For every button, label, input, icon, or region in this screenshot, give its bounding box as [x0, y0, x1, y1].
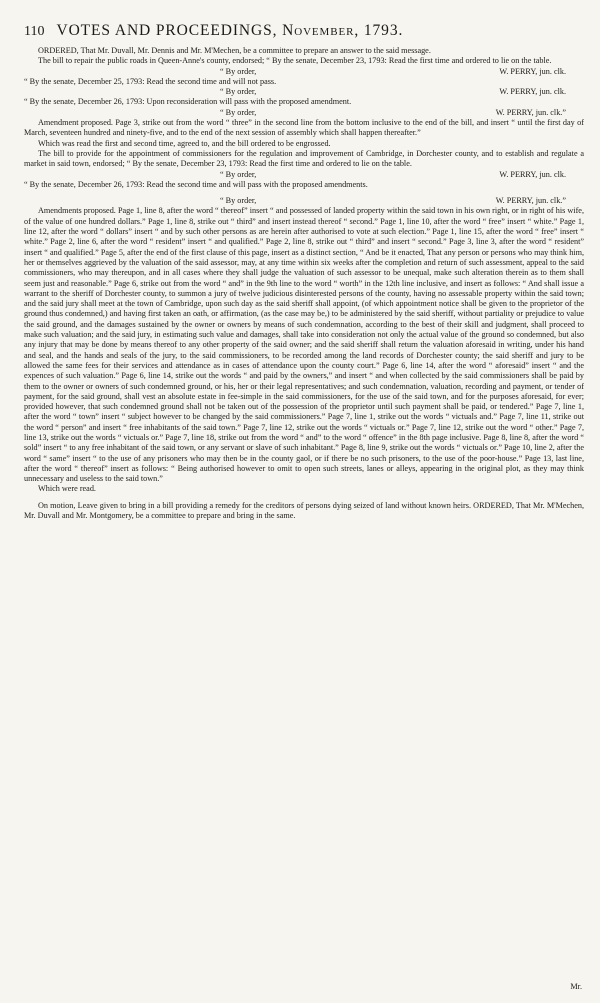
page-header — [24, 22, 584, 40]
paragraph-amendments-proposed: Amendments proposed. Page 1, line 8, after the word “ thereof” insert “ and possessed of landed property within the said town in his own right, or in right of his wife, of the value of one hundred dollars.” Page 1, line 8, strike out “ third” and insert instead thereof “ second.” Page 1, line 10, after the word “ free” insert “ white.” Page 1, line 12, after the word “ dollars” insert “ and by such other persons as are herein after authorised to vote at such election.” Page 1, line 15, after the word “ free” insert “ white.” Page 2, line 6, after the word “ resident” insert “ and qualified.” Page 2, line 8, strike out “ third” and insert “ second.” Page 3, line 3, after the word “ resident” insert “ and qualified.” Page 5, after the end of the first clause of this page, insert as a distinct section, “ And be it enacted, That any person or persons who may think him, her or themselves aggrieved by the valuation of the said assessor, may, at any time within six weeks after the completion and return of such assessment, appeal to the said commissioners, who may thereupon, and in all cases where they shall judge the valuation of such assessor to be unequal, make such alteration therein as to them shall seem just and reasonable.” Page 6, strike out from the word “ and” in the 9th line to the word “ worth” in the 12th line inclusive, and insert as follows: “ And shall issue a warrant to the sheriff of Dorchester county, to summon a jury of twelve judicious disinterested persons of the county, having no assessable property within the said town; and the said jury shall meet at the town of Cambridge, upon such day as the said sheriff shall appoint, (of which appointment notice shall be given to the proprietor of the ground thus condemned,) and having first taken an oath, or affirmation, (as the case may be,) to be administered by the said sheriff, without partiality or prejudice to value the said ground, and the damages sustained by the owner or owners by means of such condemnation, according to the best of their skill and judgment, shall proceed to make such valuation; and the said jury, in estimating such value and damages, shall take into consideration not only the actual value of the ground so condemned, but also any injury that may be done by means thereof to any other property of the said owner; and the said sheriff shall return the valuation aforesaid in writing, under his hand and seal, and the hands and seals of the jury, to the said commissioners, to be recorded among the land records of Dorchester county; the said sheriff and jury to be allowed the same fees for their services and attendance as in cases of attendance upon the county court.” Page 6, line 14, after the word “ aforesaid” insert “ and the expences of such valuation.” Page 6, line 14, strike out the words “ and paid by the owners,” and insert “ and when collected by the said commissioners shall be paid by them to the owner or owners of such condemned ground, or his, her or their legal representatives; and such condemnation, valuation, recording and payment, or tender of payment, for the said ground, shall vest an absolute estate in fee-simple in the said commissioners, for the use of the said town, and for the purposes aforesaid, for ever; provided however, that such condemned ground shall not be taken out of the possession of the proprietor until such payment shall be paid, or tendered.” Page 7, line 1, after the word “ town” insert “ subject however to be changed by the said commissioners.” Page 7, line 1, strike out the words “ victuals and.” Page 7, line 11, strike out the word “ person” and insert “ free inhabitants of the said town.” Page 7, line 12, strike out the words “ victuals or.” Page 7, line 12, strike out the word “ other.” Page 7, line 13, strike out the words “ victuals or.” Page 7, line 18, strike out from the word “ and” to the word “ offence” in the 8th page inclusive. Page 8, line 8, after the word “ sold” insert “ to any free inhabitant of the said town, or any servant or slave of such inhabitant.” Page 8, line 9, strike out the words “ victuals or.” Page 10, line 2, after the word “ same” insert “ to the use of any prisoners who may then be in the county gaol, or if there be no such prisoners, to the use of the poor-house.” Page 13, last line, after the word “ thereof” insert as follows: “ Being authorised however to omit to open such streets, lanes or alleys, appearing in the original plot, as they may think unnecessary and useless to the said town.” — [24, 206, 584, 484]
paragraph-cambridge-bill: The bill to provide for the appointment of commissioners for the regulation and improvement of Cambridge, in Dorchester county, and to establish and regulate a market in said town, endorsed; “ By the senate, December 23, 1793: Read the first time and ordered to lie on the table. — [24, 148, 584, 169]
signature-line: “ By order, W. PERRY, jun. clk. — [220, 66, 566, 76]
paragraph-read-engrossed: Which was read the first and second time, agreed to, and the bill ordered to be engrossed. — [38, 138, 331, 148]
paragraph-committee-answer: ORDERED, That Mr. Duvall, Mr. Dennis and Mr. M'Mechen, be a committee to prepare an answer to the said message. — [38, 46, 431, 55]
paragraph-senate-dec-26: “ By the senate, December 26, 1793: Upon reconsideration will pass with the proposed amendment. — [24, 97, 352, 107]
paragraph-which-were-read: Which were read. — [38, 484, 96, 494]
page-number: 110 — [24, 24, 45, 39]
signature-line: “ By order, W. PERRY, jun. clk. — [220, 87, 566, 97]
signature-line: “ By order, W. PERRY, jun. clk. — [220, 169, 566, 179]
paragraph-senate-dec-25: “ By the senate, December 25, 1793: Read the second time and will not pass. — [24, 76, 277, 86]
running-title: VOTES AND PROCEEDINGS, November, 1793. — [56, 22, 404, 39]
signature-line: “ By order, W. PERRY, jun. clk.” — [220, 107, 566, 117]
paragraph-creditors-bill-motion: On motion, Leave given to bring in a bill providing a remedy for the creditors of persons dying seized of land without known heirs. ORDERED, That Mr. M'Mechen, Mr. Duvall and Mr. Montgomery, be a committee to prepare and bring in the same. — [24, 500, 584, 521]
catchword: Mr. — [570, 982, 582, 991]
paragraph-amendment-proposed: Amendment proposed. Page 3, strike out from the word “ three” in the second line from the bottom inclusive to the end of the bill, and insert “ until the first day of March, seventeen hundred and ninety-five, and to the end of the next session of assembly which shall happen thereafter.” — [24, 118, 584, 138]
paragraph-queen-annes-roads-bill: The bill to repair the public roads in Queen-Anne's county, endorsed; “ By the senate, December 23, 1793: Read the first time and ordered to lie on the table. — [38, 56, 552, 66]
paragraph-senate-dec-26-amendments: “ By the senate, December 26, 1793: Read the second time and will pass with the proposed amendments. — [24, 179, 368, 189]
document-body — [24, 46, 584, 521]
signature-line: “ By order, W. PERRY, jun. clk.” — [220, 196, 566, 206]
